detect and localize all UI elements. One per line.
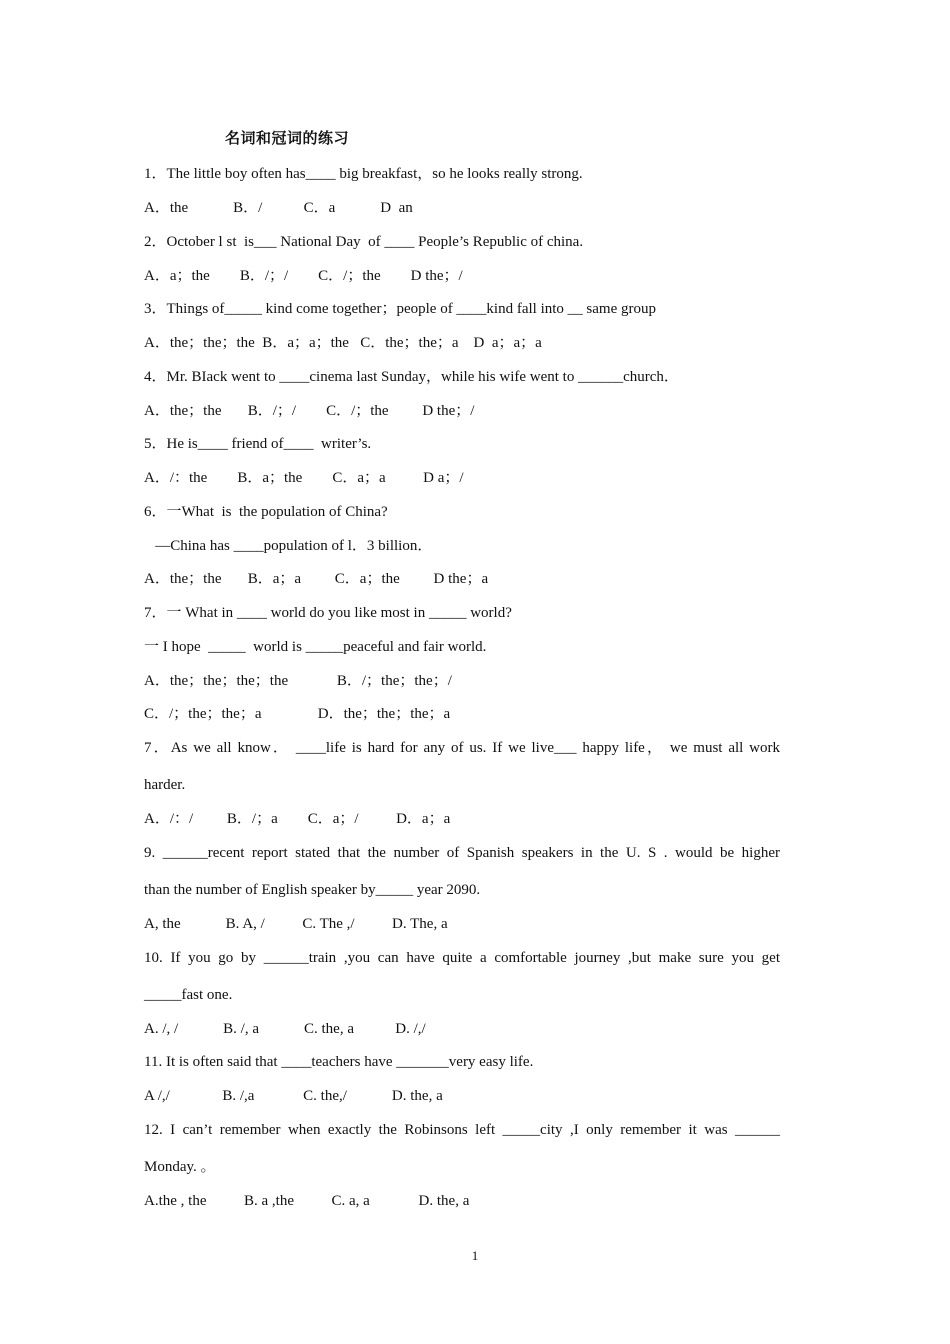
page-title: 名词和冠词的练习 <box>225 129 350 147</box>
question-11: 11. It is often said that ____teachers have _______very easy life. <box>144 1054 534 1070</box>
question-7-reply: 一 I hope _____ world is _____peaceful and fair world. <box>144 639 487 655</box>
question-4: 4．Mr. BIack went to ____cinema last Sunday，while his wife went to ______church． <box>144 369 679 385</box>
question-12: 12. I can’t remember when exactly the Robinsons left _____city ,I only remember it was ______ <box>144 1122 780 1138</box>
options-11: A /,/ B. /,a C. the,/ D. the, a <box>144 1088 443 1104</box>
question-12-cont: Monday. 。 <box>144 1159 216 1175</box>
question-9: 9. ______recent report stated that the number of Spanish speakers in the U. S . would be higher <box>144 845 780 861</box>
question-10: 10. If you go by ______train ,you can have quite a comfortable journey ,but make sure you get <box>144 950 780 966</box>
options-10: A. /, / B. /, a C. the, a D. /,/ <box>144 1021 426 1037</box>
question-5: 5．He is____ friend of____ writer’s. <box>144 436 372 452</box>
options-8: A．/：/ B．/；a C．a；/ D．a；a <box>144 811 451 827</box>
question-8-cont: harder. <box>144 777 186 793</box>
options-4: A．the；the B．/；/ C．/；the D the；/ <box>144 403 475 419</box>
page-number: 1 <box>471 1248 479 1263</box>
question-6: 6．一What is the population of China? <box>144 504 388 520</box>
options-1: A．the B．/ C．a D an <box>144 200 413 216</box>
question-10-cont: _____fast one. <box>144 987 233 1003</box>
options-7-cd: C．/；the；the；a D．the；the；the；a <box>144 706 451 722</box>
options-2: A．a；the B．/；/ C．/；the D the；/ <box>144 268 463 284</box>
options-7-ab: A．the；the；the；the B．/；the；the；/ <box>144 673 452 689</box>
question-6-reply: —China has ____population of l．3 billion． <box>144 538 433 554</box>
question-7: 7．一 What in ____ world do you like most in _____ world? <box>144 605 512 621</box>
options-12: A.the , the B. a ,the C. a, a D. the, a <box>144 1193 470 1209</box>
options-6: A．the；the B．a；a C．a；the D the；a <box>144 571 489 587</box>
question-1: 1．The little boy often has____ big breakfast，so he looks really strong. <box>144 166 583 182</box>
question-9-cont: than the number of English speaker by_____ year 2090. <box>144 882 481 898</box>
options-9: A, the B. A, / C. The ,/ D. The, a <box>144 916 448 932</box>
question-3: 3．Things of_____ kind come together；people of ____kind fall into __ same group <box>144 301 656 317</box>
options-3: A．the；the；the B．a；a；the C．the；the；a D a；a；a <box>144 335 542 351</box>
options-5: A．/：the B．a；the C．a；a D a；/ <box>144 470 464 486</box>
question-8: 7．As we all know． ____life is hard for any of us. If we live___ happy life， we must all work <box>144 740 780 756</box>
question-2: 2．October l st is___ National Day of ____ People’s Republic of china. <box>144 234 584 250</box>
